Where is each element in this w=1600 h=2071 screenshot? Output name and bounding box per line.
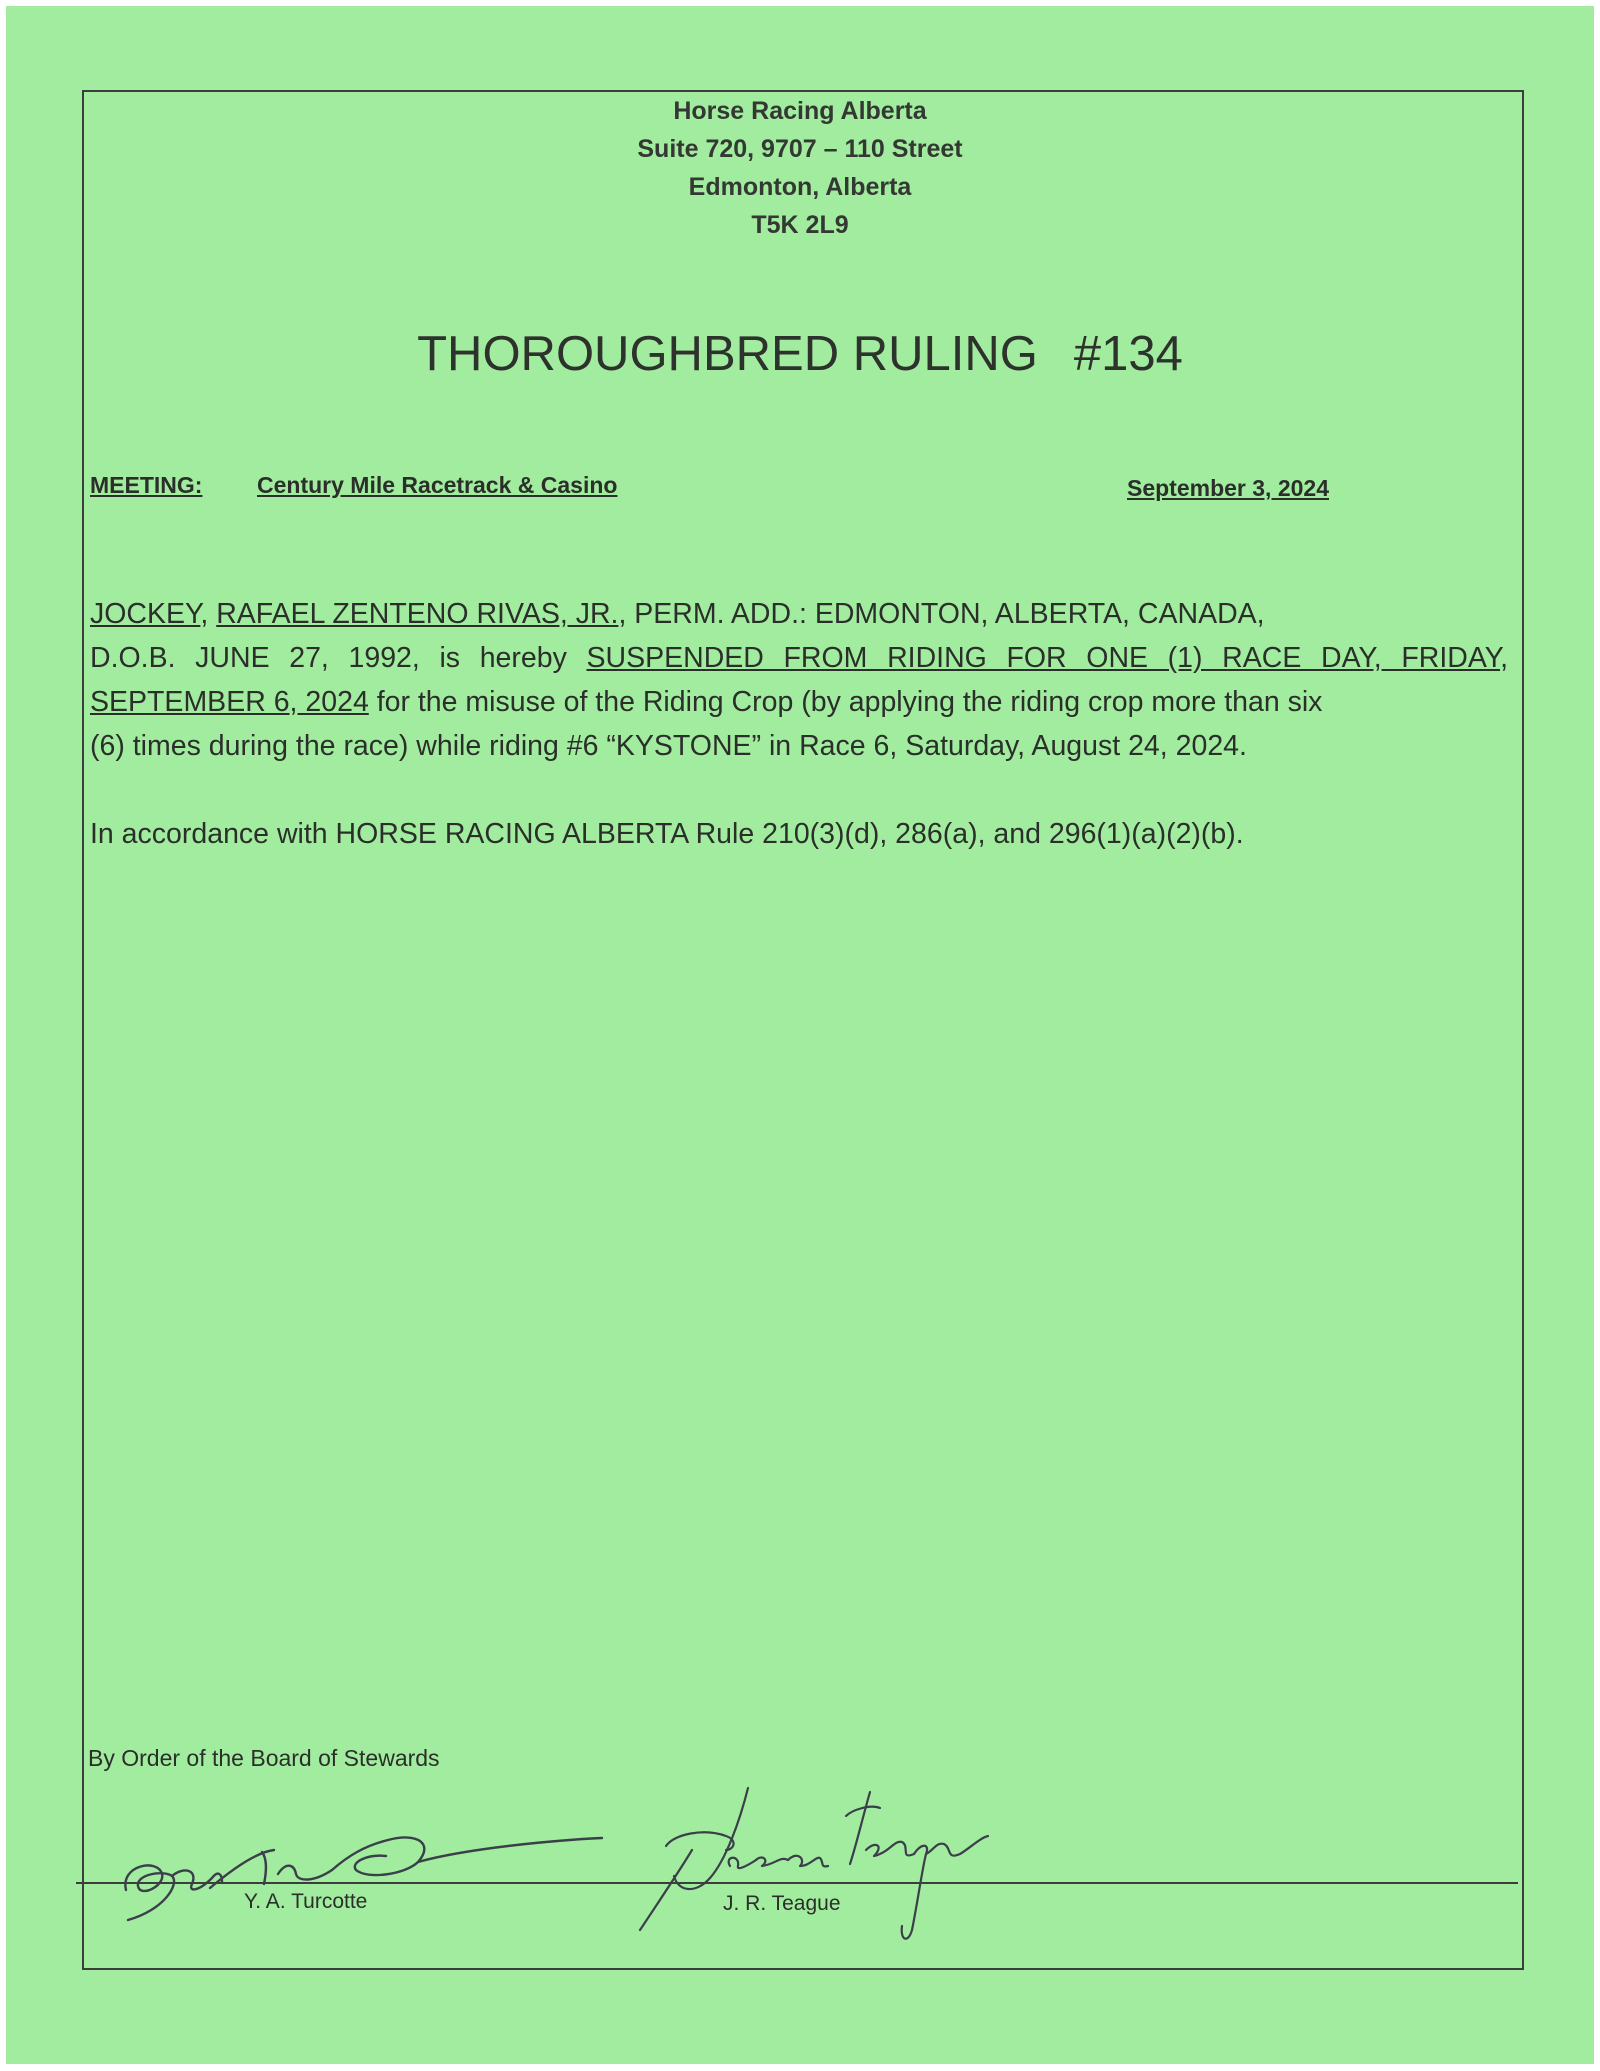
org-postal-code: T5K 2L9 (751, 211, 849, 239)
meeting-date: September 3, 2024 (1127, 475, 1330, 501)
meeting-venue: Century Mile Racetrack & Casino (257, 472, 618, 498)
date-of-birth: D.O.B. JUNE 27, 1992, is hereby (90, 642, 587, 674)
permanent-address: , PERM. ADD.: EDMONTON, ALBERTA, CANADA, (618, 598, 1265, 630)
by-order-of-stewards: By Order of the Board of Stewards (88, 1745, 440, 1771)
org-address-line-1: Suite 720, 9707 – 110 Street (637, 135, 963, 163)
signature-teague-text: Jason Teague (630, 1780, 637, 1781)
signature-turcotte (118, 1770, 618, 1940)
signature-teague (630, 1780, 1010, 1950)
org-address-line-2: Edmonton, Alberta (688, 173, 912, 201)
steward-name-teague: J. R. Teague (723, 1892, 841, 1915)
ruling-title-text: THOROUGHBRED RULING (417, 327, 1038, 381)
ruling-line-2 (90, 636, 1508, 680)
steward-name-turcotte: Y. A. Turcotte (244, 1890, 368, 1913)
suspension-date: SEPTEMBER 6, 2024 (90, 686, 369, 718)
ruling-title (0, 326, 1600, 382)
jockey-name: RAFAEL ZENTENO RIVAS, JR. (216, 598, 619, 630)
ruling-separator: , (200, 598, 217, 630)
ruling-line-3 (90, 680, 1520, 724)
signature-line (76, 1882, 1518, 1884)
suspension-reason-1: for the misuse of the Riding Crop (by applying the riding crop more than six (368, 686, 1323, 718)
ruling-body (90, 592, 1520, 768)
ruling-number: #134 (1073, 327, 1183, 381)
organization-header (0, 92, 1600, 244)
ruling-line-4: (6) times during the race) while riding #6 “KYSTONE” in Race 6, Saturday, August 24, 2024. (90, 730, 1247, 762)
ruling-role: JOCKEY (90, 598, 201, 630)
ruling-line-1 (90, 592, 1520, 636)
rule-accordance: In accordance with HORSE RACING ALBERTA Rule 210(3)(d), 286(a), and 296(1)(a)(2)(b). (90, 818, 1244, 850)
suspension-text: SUSPENDED FROM RIDING FOR ONE (1) RACE DAY, FRIDAY, (586, 642, 1509, 674)
meeting-label: MEETING: (90, 472, 203, 498)
org-name: Horse Racing Alberta (673, 97, 927, 125)
